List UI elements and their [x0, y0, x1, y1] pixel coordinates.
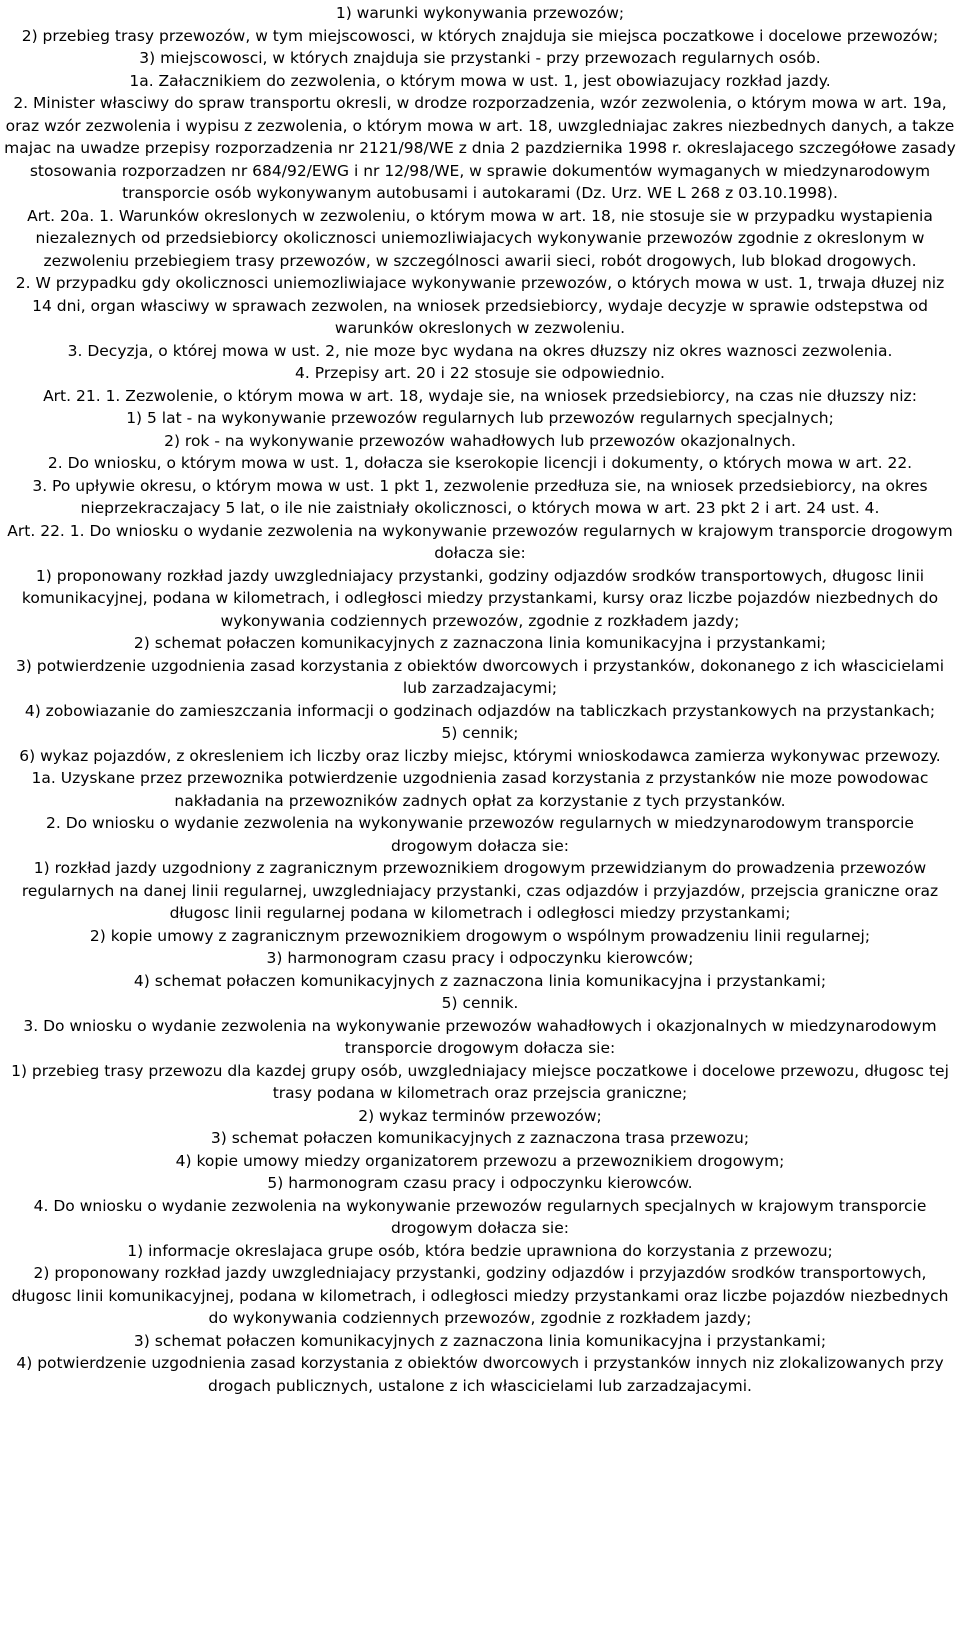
paragraph: 4. Do wniosku o wydanie zezwolenia na wykonywanie przewozów regularnych specjalnych w krajowym transporcie drogowym dołacza sie: — [33, 1196, 927, 1237]
paragraph: Art. 20a. 1. Warunków okreslonych w zezwoleniu, o którym mowa w art. 18, nie stosuje sie w przypadku wystapienia niezaleznych od przedsiebiorcy okolicznosci uniemozliwiajacych wykonywanie przewozów zgodnie z okreslonym w zezwoleniu przebiegiem trasy przewozów, w szczególnosci awarii sieci, robót drogowych, lub blokad drogowych. — [27, 206, 933, 270]
paragraph: 5) cennik. — [441, 994, 519, 1012]
paragraph: 2. W przypadku gdy okolicznosci uniemozliwiajace wykonywanie przewozów, o których mowa w ust. 1, trwaja dłuzej niz 14 dni, organ własciwy w sprawach zezwolen, na wniosek przedsiebiorcy, wydaje decyzje w sprawie odstepstwa od warunków okreslonych w zezwoleniu. — [15, 274, 945, 337]
paragraph: 2. Do wniosku, o którym mowa w ust. 1, dołacza sie kserokopie licencji i dokumenty, o których mowa w art. 22. — [47, 454, 913, 472]
paragraph: 2) proponowany rozkład jazdy uwzgledniajacy przystanki, godziny odjazdów i przyjazdów srodków transportowych, długosc linii komunikacyjnej, podana w kilometrach, i odległosci miedzy przystankami oraz liczbe pojazdów niezbednych do wykonywania codziennych przewozów, zgodnie z rozkładem jazdy; — [11, 1264, 949, 1327]
paragraph: 1) warunki wykonywania przewozów; — [335, 4, 625, 22]
paragraph: 3) potwierdzenie uzgodnienia zasad korzystania z obiektów dworcowych i przystanków, dokonanego z ich włascicielami lub zarzadzajacymi; — [15, 656, 945, 697]
paragraph: 2) przebieg trasy przewozów, w tym miejscowosci, w których znajduja sie miejsca poczatkowe i docelowe przewozów; — [21, 26, 939, 45]
paragraph: 3. Po upływie okresu, o którym mowa w ust. 1 pkt 1, zezwolenie przedłuza sie, na wniosek przedsiebiorcy, na okres nieprzekraczajacy 5 lat, o ile nie zaistniały okolicznosci, o których mowa w art. 23 pkt 2 i art. 24 ust. 4. — [32, 476, 928, 517]
paragraph: 3) schemat połaczen komunikacyjnych z zaznaczona trasa przewozu; — [210, 1129, 750, 1147]
paragraph: 2) rok - na wykonywanie przewozów wahadłowych lub przewozów okazjonalnych. — [164, 431, 796, 450]
paragraph: 1a. Uzyskane przez przewoznika potwierdzenie uzgodnienia zasad korzystania z przystanków nie moze powodowac nakładania na przewozników zadnych opłat za korzystanie z tych przystanków. — [31, 769, 929, 810]
paragraph: 6) wykaz pojazdów, z okresleniem ich liczby oraz liczby miejsc, którymi wnioskodawca zamierza wykonywac przewozy. — [19, 746, 941, 765]
paragraph: 2. Do wniosku o wydanie zezwolenia na wykonywanie przewozów regularnych w miedzynarodowym transporcie drogowym dołacza sie: — [46, 814, 914, 855]
paragraph: 1) informacje okreslajaca grupe osób, która bedzie uprawniona do korzystania z przewozu; — [127, 1241, 833, 1260]
paragraph: 5) harmonogram czasu pracy i odpoczynku kierowców. — [267, 1174, 693, 1192]
paragraph: 1) przebieg trasy przewozu dla kazdej grupy osób, uwzgledniajacy miejsce poczatkowe i docelowe przewozu, długosc tej trasy podana w kilometrach oraz przejscia graniczne; — [11, 1061, 949, 1102]
paragraph: 2) wykaz terminów przewozów; — [358, 1106, 602, 1125]
paragraph: 4) kopie umowy miedzy organizatorem przewozu a przewoznikiem drogowym; — [175, 1151, 785, 1170]
paragraph: 3. Decyzja, o której mowa w ust. 2, nie moze byc wydana na okres dłuzszy niz okres waznosci zezwolenia. — [67, 341, 893, 360]
paragraph: 1a. Załacznikiem do zezwolenia, o którym mowa w ust. 1, jest obowiazujacy rozkład jazdy. — [129, 71, 831, 90]
paragraph: 1) proponowany rozkład jazdy uwzgledniajacy przystanki, godziny odjazdów srodków transportowych, długosc linii komunikacyjnej, podana w kilometrach, i odległosci miedzy przystankami, kursy oraz liczbe pojazdów niezbednych do wykonywania codziennych przewozów, zgodnie z rozkładem jazdy; — [21, 566, 939, 630]
paragraph: 4) potwierdzenie uzgodnienia zasad korzystania z obiektów dworcowych i przystanków innych niz zlokalizowanych przy drogach publicznych, ustalone z ich włascicielami lub zarzadzajacymi. — [16, 1354, 944, 1395]
paragraph: 3) miejscowosci, w których znajduja sie przystanki - przy przewozach regularnych osób. — [139, 49, 821, 67]
paragraph: 4) zobowiazanie do zamieszczania informacji o godzinach odjazdów na tabliczkach przystankowych na przystankach; — [24, 701, 936, 720]
paragraph: 5) cennik; — [441, 724, 519, 742]
paragraph: 1) 5 lat - na wykonywanie przewozów regularnych lub przewozów regularnych specjalnych; — [126, 409, 834, 427]
paragraph: Art. 22. 1. Do wniosku o wydanie zezwolenia na wykonywanie przewozów regularnych w krajowym transporcie drogowym dołacza sie: — [7, 521, 953, 562]
paragraph: 2. Minister własciwy do spraw transportu okresli, w drodze rozporzadzenia, wzór zezwolenia, o którym mowa w art. 19a, oraz wzór zezwolenia i wypisu z zezwolenia, o którym mowa w art. 18, uwzgledniajac zakres niezbednych danych, a takze majac na uwadze przepisy rozporzadzenia nr 2121/98/WE z dnia 2 pazdziernika 1998 r. okreslajacego szczegółowe zasady stosowania rozporzadzen nr 684/92/EWG i nr 12/98/WE, w sprawie dokumentów wymaganych w miedzynarodowym transporcie osób wykonywanym autobusami i autokarami (Dz. Urz. WE L 268 z 03.10.1998). — [4, 94, 956, 202]
paragraph: Art. 21. 1. Zezwolenie, o którym mowa w art. 18, wydaje sie, na wniosek przedsiebiorcy, na czas nie dłuzszy niz: — [43, 386, 917, 405]
paragraph: 2) kopie umowy z zagranicznym przewoznikiem drogowym o wspólnym prowadzeniu linii regularnej; — [89, 926, 871, 945]
paragraph: 3. Do wniosku o wydanie zezwolenia na wykonywanie przewozów wahadłowych i okazjonalnych w miedzynarodowym transporcie drogowym dołacza sie: — [23, 1016, 937, 1057]
paragraph: 1) rozkład jazdy uzgodniony z zagranicznym przewoznikiem drogowym przewidzianym do prowadzenia przewozów regularnych na danej linii regularnej, uwzgledniajacy przystanki, czas odjazdów i przyjazdów, przejscia graniczne oraz długosc linii regularnej podana w kilometrach i odległosci miedzy przystankami; — [21, 859, 939, 922]
paragraph: 3) schemat połaczen komunikacyjnych z zaznaczona linia komunikacyjna i przystankami; — [133, 1331, 827, 1350]
paragraph: 2) schemat połaczen komunikacyjnych z zaznaczona linia komunikacyjna i przystankami; — [133, 634, 827, 652]
paragraph: 3) harmonogram czasu pracy i odpoczynku kierowców; — [266, 949, 694, 967]
paragraph: 4. Przepisy art. 20 i 22 stosuje sie odpowiednio. — [295, 364, 665, 382]
paragraph: 4) schemat połaczen komunikacyjnych z zaznaczona linia komunikacyjna i przystankami; — [133, 971, 827, 990]
